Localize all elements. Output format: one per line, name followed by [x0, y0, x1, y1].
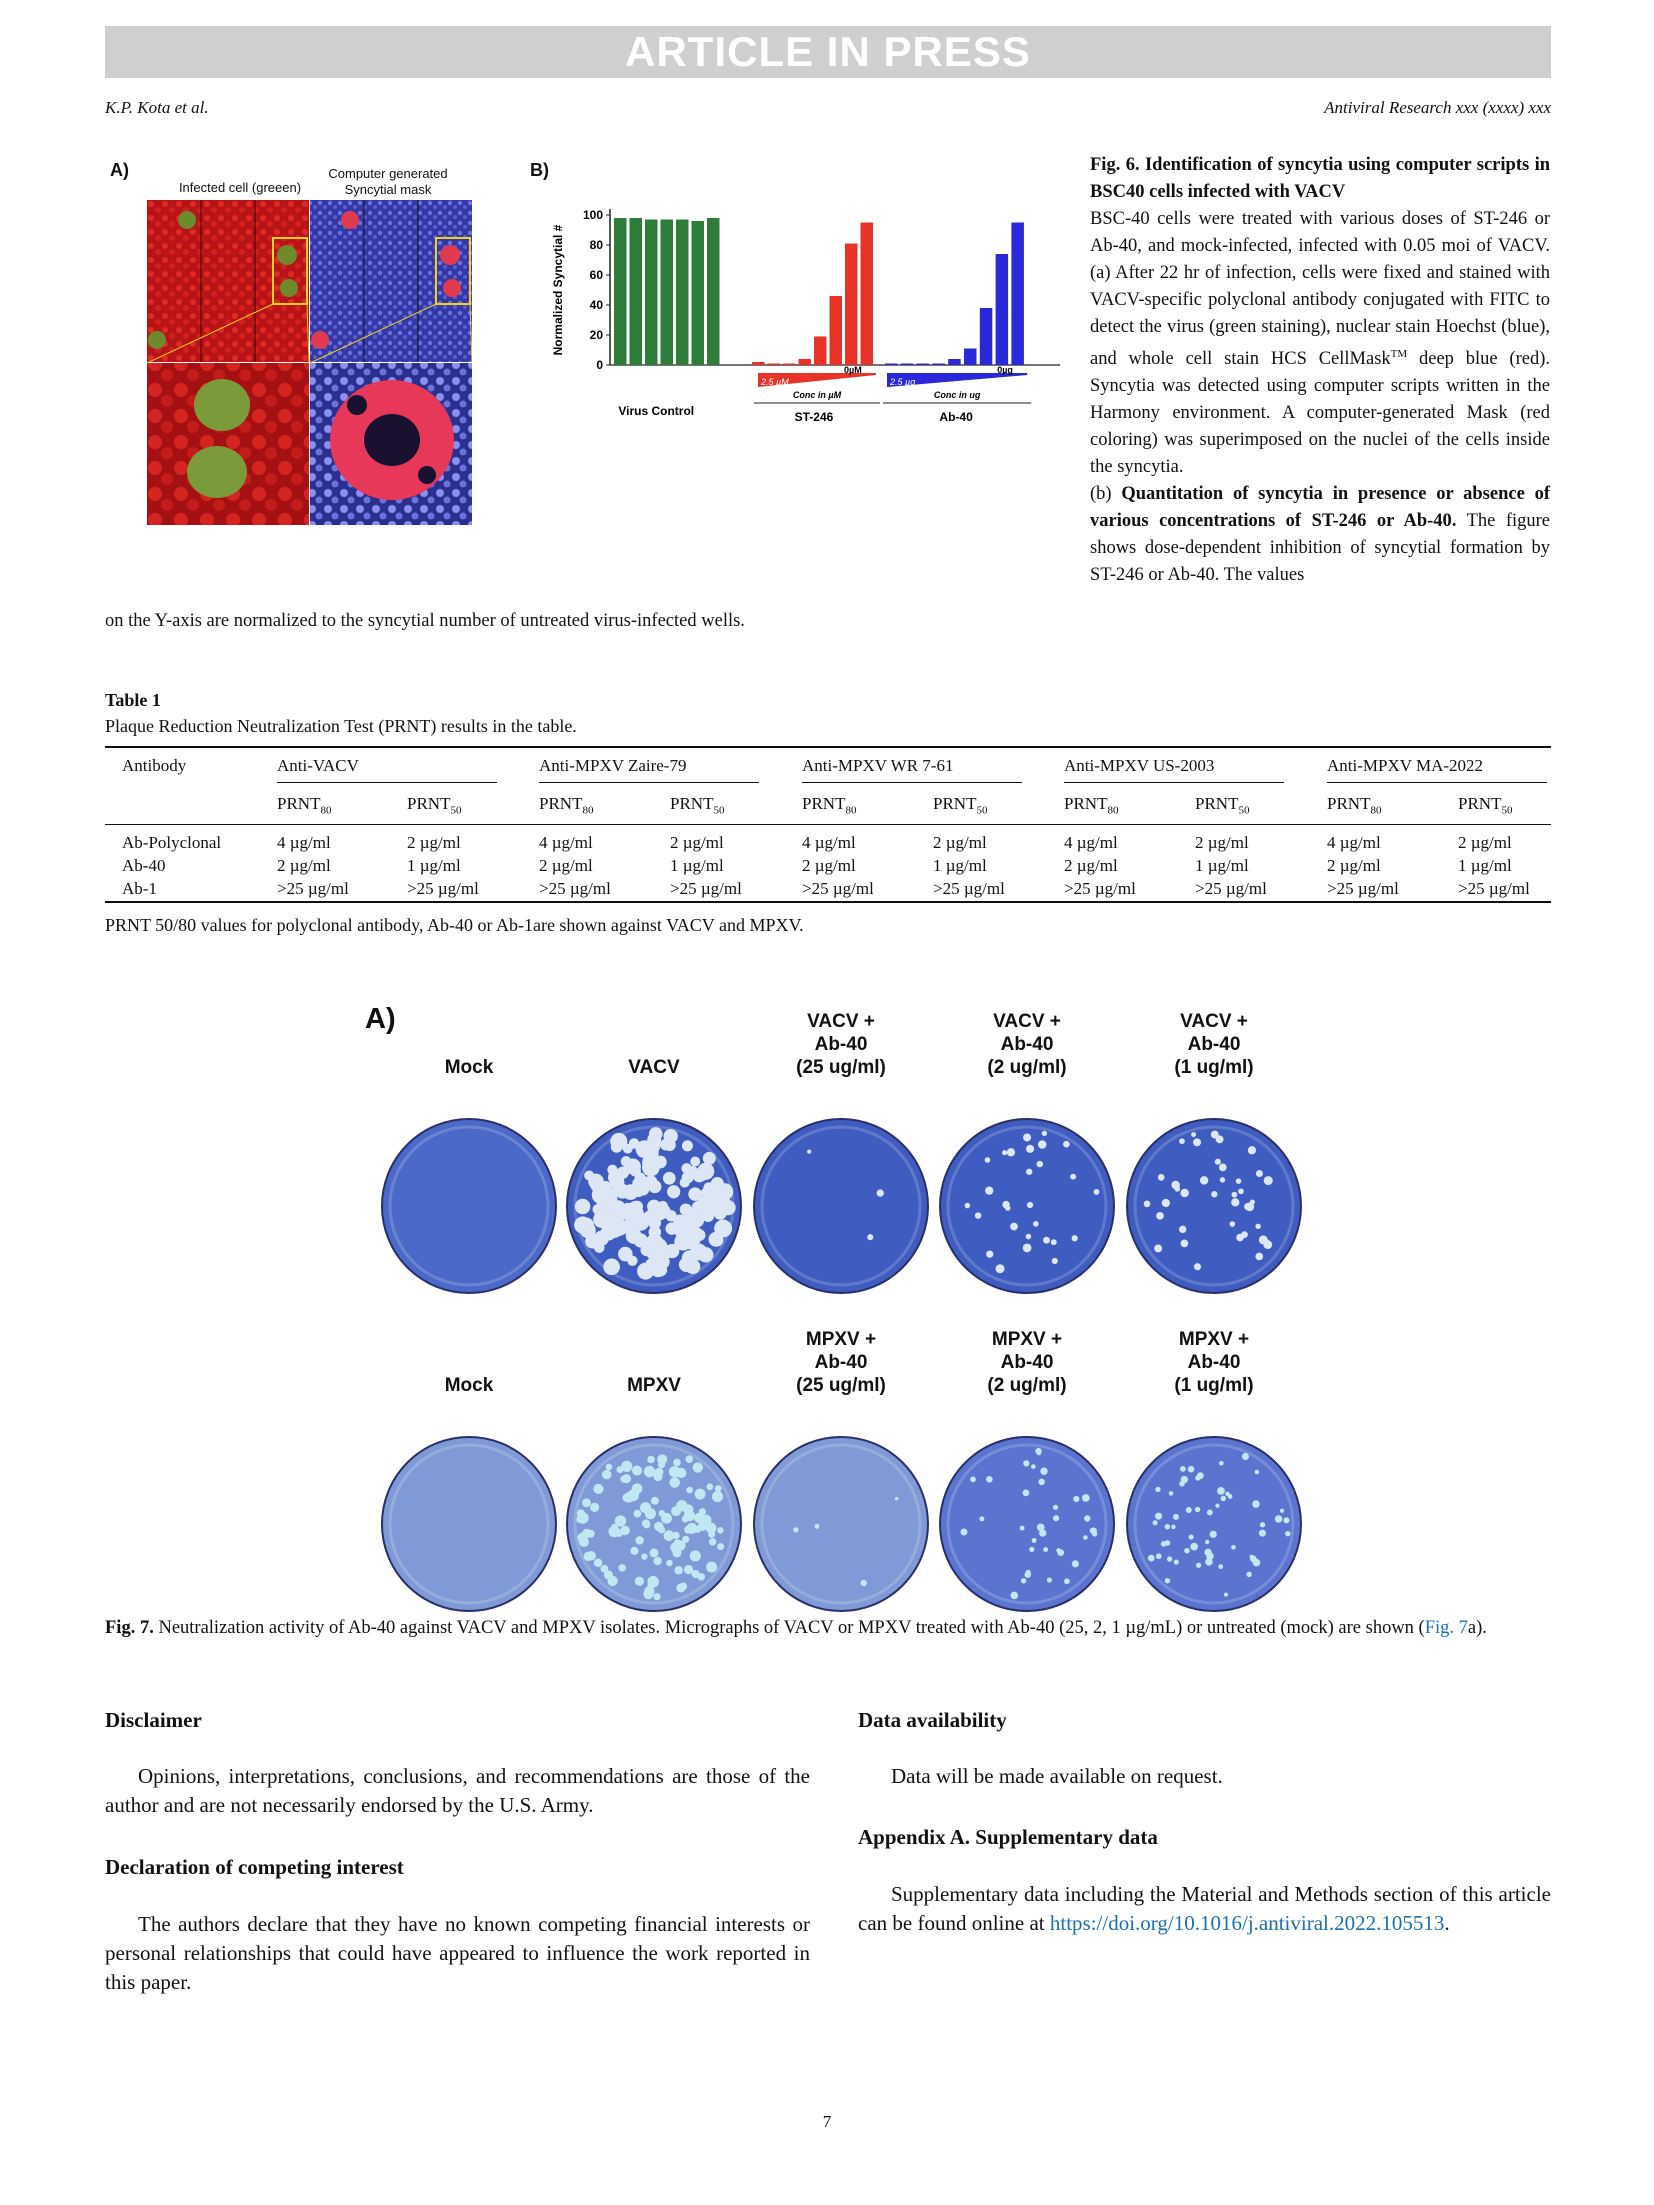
table1-cell: 2 µg/ml	[1195, 833, 1249, 852]
fig7-caption	[105, 1615, 1551, 1642]
appendix-doi-link[interactable]: https://doi.org/10.1016/j.antiviral.2022.105513	[1049, 1911, 1445, 1935]
table1-cell: >25 µg/ml	[1327, 879, 1399, 898]
plate-label-line: (1 ug/ml)	[1174, 1375, 1254, 1396]
table1-group-header: Anti-MPXV US-2003	[1064, 756, 1215, 775]
chart-bar	[861, 223, 874, 366]
table1-subheader-prnt50: $PRNT_{50}$	[933, 794, 988, 817]
fig6-left-title: Infected cell (greeen)	[178, 180, 302, 195]
table1-subheader-prnt80: $PRNT_{80}$	[277, 794, 332, 817]
plate-label-line	[380, 1328, 558, 1351]
table1-cell: 1 µg/ml	[933, 856, 987, 875]
table1-cell: 2 µg/ml	[933, 833, 987, 852]
plate-label	[938, 1328, 1116, 1397]
chart-bar	[1011, 223, 1024, 366]
plate-label-line: MPXV +	[991, 1329, 1063, 1350]
plate-label-line: Ab-40	[1000, 1352, 1054, 1373]
data-availability-heading: Data availability	[858, 1708, 1007, 1732]
plate-label	[565, 1010, 743, 1079]
chart-bar	[645, 220, 658, 366]
chart-bar	[964, 349, 977, 366]
chart-y-tick-label: 100	[582, 208, 603, 222]
plate-label	[1125, 1010, 1303, 1079]
fig6-caption-continuation: on the Y-axis are normalized to the syncytial number of untreated virus-infected wells.	[105, 611, 745, 631]
plate-label-line	[380, 1010, 558, 1033]
disclaimer-paragraph: Opinions, interpretations, conclusions, and recommendations are those of the author and are not necessarily endorsed by the U.S. Army.	[105, 1764, 810, 1817]
table1-cell: >25 µg/ml	[670, 879, 742, 898]
chart-group-label: Virus Control	[618, 404, 695, 418]
chart-bar	[885, 364, 898, 366]
fig6-caption-body-1: BSC-40 cells were treated with various doses of ST-246 or Ab-40, and mock-infected, infected with 0.05 moi of VACV. (a) After 22 hr of infection, cells were fixed and stained with VACV-specific polyclonal antibody conjugated with FITC to detect the virus (green staining), nuclear stain Hoechst (blue), and whole cell stain HCS CellMask	[1090, 209, 1550, 370]
table1-cell: 2 µg/ml	[539, 856, 593, 875]
table1-cell: 2 µg/ml	[670, 833, 724, 852]
fig6-caption-b-body: The figure shows dose-dependent inhibition of syncytial formation by ST-246 or Ab-40. The values	[1090, 511, 1550, 586]
table1-cell: 2 µg/ml	[1458, 833, 1512, 852]
fig6-bar-chart	[540, 195, 1070, 435]
chart-st246-conc-label: Conc in µM	[792, 390, 842, 400]
table1-antibody-header: Antibody	[122, 756, 187, 775]
fig6-right-title: Computer generated Syncytial mask	[328, 166, 448, 197]
plate-label	[380, 1328, 558, 1397]
plate-label-line	[565, 1033, 743, 1056]
plate-label-line: MPXV	[627, 1375, 681, 1396]
plate-label-line: Ab-40	[1000, 1034, 1054, 1055]
chart-ab40-start-conc: 2.5 µg	[890, 377, 916, 387]
plate-label-line: VACV +	[807, 1011, 875, 1032]
chart-ab40-end-conc: 0µg	[997, 365, 1013, 375]
fig7-caption-text: Neutralization activity of Ab-40 against VACV and MPXV isolates. Micrographs of VACV or MPXV treated with Ab-40 (25, 2, 1 µg/mL) or untreated (mock) are shown (	[153, 1618, 1425, 1638]
table1-cell: 1 µg/ml	[1458, 856, 1512, 875]
fig6-panel-b-label: B)	[530, 160, 549, 180]
table1-cell: 1 µg/ml	[407, 856, 461, 875]
plate-label-line: (1 ug/ml)	[1174, 1057, 1254, 1078]
chart-st246-end-conc: 0µM	[844, 365, 862, 375]
fig7-caption-end: a).	[1467, 1618, 1487, 1638]
table1-cell: 2 µg/ml	[1064, 856, 1118, 875]
chart-bar	[948, 359, 961, 365]
chart-bar	[707, 218, 720, 365]
chart-bar	[980, 308, 993, 365]
table1-footnote: PRNT 50/80 values for polyclonal antibody, Ab-40 or Ab-1are shown against VACV and MPXV.	[105, 915, 804, 935]
table1-title: Plaque Reduction Neutralization Test (PRNT) results in the table.	[105, 716, 577, 736]
culture-plate	[380, 1435, 558, 1613]
chart-ab40-conc-label: Conc in ug	[933, 390, 981, 400]
plate-label-line: MPXV +	[1178, 1329, 1250, 1350]
table1-cell: 2 µg/ml	[407, 833, 461, 852]
competing-interest-paragraph: The authors declare that they have no known competing financial interests or personal relationships that could have appeared to influence the work reported in this paper.	[105, 1912, 810, 1994]
plate-label-line: (2 ug/ml)	[987, 1057, 1067, 1078]
chart-bar	[768, 364, 781, 366]
table1-cell: 2 µg/ml	[1327, 856, 1381, 875]
plate-label	[380, 1010, 558, 1079]
fig6-caption-body-2: deep blue (red). Syncytia was detected using computer scripts written in the Harmony environment. A computer-generated Mask (red coloring) was superimposed on the nuclei of the cells inside the syncytia.	[1090, 349, 1550, 478]
chart-st246-start-conc: 2.5 µM	[761, 377, 789, 387]
fig6-caption	[1090, 152, 1550, 589]
plate-label-line: Mock	[444, 1375, 494, 1396]
table1-cell: 4 µg/ml	[1327, 833, 1381, 852]
chart-y-tick-label: 40	[589, 298, 603, 312]
chart-y-tick-label: 80	[589, 238, 603, 252]
plate-label-line	[565, 1010, 743, 1033]
table1	[105, 748, 1551, 903]
table1-cell: >25 µg/ml	[1195, 879, 1267, 898]
culture-plate	[1125, 1117, 1303, 1295]
table1-cell: 4 µg/ml	[277, 833, 331, 852]
table1-cell: 2 µg/ml	[802, 856, 856, 875]
plate-label-line: Mock	[444, 1057, 494, 1078]
table1-group-header: Anti-MPXV WR 7-61	[802, 756, 954, 775]
chart-bar	[814, 337, 827, 366]
culture-plate	[565, 1117, 743, 1295]
plate-label-line: MPXV +	[805, 1329, 877, 1350]
culture-plate	[938, 1117, 1116, 1295]
plate-label-line: Ab-40	[1187, 1034, 1241, 1055]
table1-row-name: Ab-Polyclonal	[122, 833, 222, 852]
chart-bar	[661, 220, 674, 366]
chart-y-tick-label: 60	[589, 268, 603, 282]
culture-plate	[938, 1435, 1116, 1613]
chart-bar	[932, 364, 945, 366]
plate-label-line: (2 ug/ml)	[987, 1375, 1067, 1396]
fig7-caption-label: Fig. 7.	[105, 1618, 154, 1638]
culture-plate	[752, 1435, 930, 1613]
table1-row-name: Ab-40	[122, 856, 166, 875]
chart-bar	[783, 364, 796, 366]
plate-label	[752, 1010, 930, 1079]
fig6-caption-tm: TM	[1390, 348, 1408, 360]
table1-subheader-prnt80: $PRNT_{80}$	[539, 794, 594, 817]
table1-cell: 4 µg/ml	[1064, 833, 1118, 852]
fig7-plate-grid	[380, 1010, 1310, 1600]
plate-label-line	[380, 1033, 558, 1056]
fig6-panel-a-label: A)	[110, 160, 129, 180]
chart-bar	[996, 254, 1009, 365]
chart-bar	[799, 359, 812, 365]
fig6-caption-title: Fig. 6. Identification of syncytia using computer scripts in BSC40 cells infected with VACV	[1090, 155, 1550, 202]
table1-label: Table 1	[105, 690, 161, 710]
table1-cell: 1 µg/ml	[1195, 856, 1249, 875]
culture-plate	[1125, 1435, 1303, 1613]
table1-subheader-prnt80: $PRNT_{80}$	[1064, 794, 1119, 817]
culture-plate	[752, 1117, 930, 1295]
chart-y-tick-label: 20	[589, 328, 603, 342]
table1-cell: >25 µg/ml	[407, 879, 479, 898]
fig7-caption-link[interactable]: Fig. 7	[1424, 1618, 1468, 1638]
table1-cell: 1 µg/ml	[670, 856, 724, 875]
appendix-heading: Appendix A. Supplementary data	[858, 1825, 1158, 1849]
chart-y-label: Normalized Syncytial #	[551, 224, 565, 356]
table1-subheader-prnt80: $PRNT_{80}$	[802, 794, 857, 817]
table1-group-header: Anti-MPXV Zaire-79	[539, 756, 687, 775]
table1-group-header-row	[105, 748, 1551, 784]
disclaimer-heading: Disclaimer	[105, 1708, 202, 1732]
chart-bar	[752, 362, 765, 365]
table1-cell: >25 µg/ml	[933, 879, 1005, 898]
chart-group-label: Ab-40	[939, 410, 973, 424]
plate-label	[938, 1010, 1116, 1079]
plate-label-line	[565, 1328, 743, 1351]
table1-cell: >25 µg/ml	[539, 879, 611, 898]
plate-label-line: VACV +	[993, 1011, 1061, 1032]
table1-cell: >25 µg/ml	[1064, 879, 1136, 898]
plate-label-line	[380, 1351, 558, 1374]
table1-subheader-row	[105, 784, 1551, 825]
culture-plate	[565, 1435, 743, 1613]
plate-label	[1125, 1328, 1303, 1397]
plate-label-line: VACV	[628, 1057, 680, 1078]
table1-row-name: Ab-1	[122, 879, 157, 898]
plate-label-line: Ab-40	[1187, 1352, 1241, 1373]
chart-bar	[614, 218, 627, 365]
plate-label-line: (25 ug/ml)	[796, 1057, 886, 1078]
table1-group-header: Anti-VACV	[277, 756, 359, 775]
running-head-authors: K.P. Kota et al.	[105, 98, 209, 117]
culture-plate	[380, 1117, 558, 1295]
plate-label	[752, 1328, 930, 1397]
chart-bar	[917, 364, 930, 366]
appendix-text: Supplementary data including the Material and Methods section of this article can be found online at	[858, 1882, 1551, 1935]
table1-subheader-prnt50: $PRNT_{50}$	[1458, 794, 1513, 817]
fig7-panel-label: A)	[365, 1003, 396, 1035]
chart-bar	[845, 244, 858, 366]
chart-bar	[630, 218, 643, 365]
data-availability-paragraph: Data will be made available on request.	[891, 1764, 1223, 1788]
plate-label-line: Ab-40	[814, 1352, 868, 1373]
chart-bar	[692, 221, 705, 365]
appendix-end: .	[1444, 1911, 1450, 1935]
competing-interest-heading: Declaration of competing interest	[105, 1855, 404, 1879]
table1-subheader-prnt50: $PRNT_{50}$	[670, 794, 725, 817]
plate-label-line: (25 ug/ml)	[796, 1375, 886, 1396]
running-head-journal: Antiviral Research xxx (xxxx) xxx	[1324, 98, 1551, 117]
table1-subheader-prnt80: $PRNT_{80}$	[1327, 794, 1382, 817]
fig6-caption-b-prefix: (b)	[1090, 484, 1122, 505]
table1-group-header: Anti-MPXV MA-2022	[1327, 756, 1484, 775]
plate-label-line: Ab-40	[814, 1034, 868, 1055]
fig6-caption-b-title: Quantitation of syncytia in presence or absence of various concentrations of ST-246 or Ab-40.	[1090, 484, 1550, 532]
table1-body	[105, 825, 1551, 903]
plate-label-line: VACV +	[1180, 1011, 1248, 1032]
table1-cell: >25 µg/ml	[277, 879, 349, 898]
table1-cell: 4 µg/ml	[539, 833, 593, 852]
chart-bar	[830, 296, 843, 365]
fig6-micrograph-grid	[147, 200, 472, 525]
plate-label-line	[565, 1351, 743, 1374]
appendix-paragraph	[858, 1880, 1551, 1938]
article-in-press-banner: ARTICLE IN PRESS	[105, 26, 1551, 78]
table1-subheader-prnt50: $PRNT_{50}$	[1195, 794, 1250, 817]
table1-cell: >25 µg/ml	[802, 879, 874, 898]
table1-cell: 4 µg/ml	[802, 833, 856, 852]
table1-cell: >25 µg/ml	[1458, 879, 1530, 898]
plate-label	[565, 1328, 743, 1397]
chart-group-label: ST-246	[794, 410, 834, 424]
chart-bar	[901, 364, 914, 366]
page-number: 7	[822, 2112, 832, 2131]
chart-y-tick-label: 0	[596, 358, 603, 372]
chart-bar	[676, 220, 689, 366]
table1-subheader-prnt50: $PRNT_{50}$	[407, 794, 462, 817]
table1-cell: 2 µg/ml	[277, 856, 331, 875]
